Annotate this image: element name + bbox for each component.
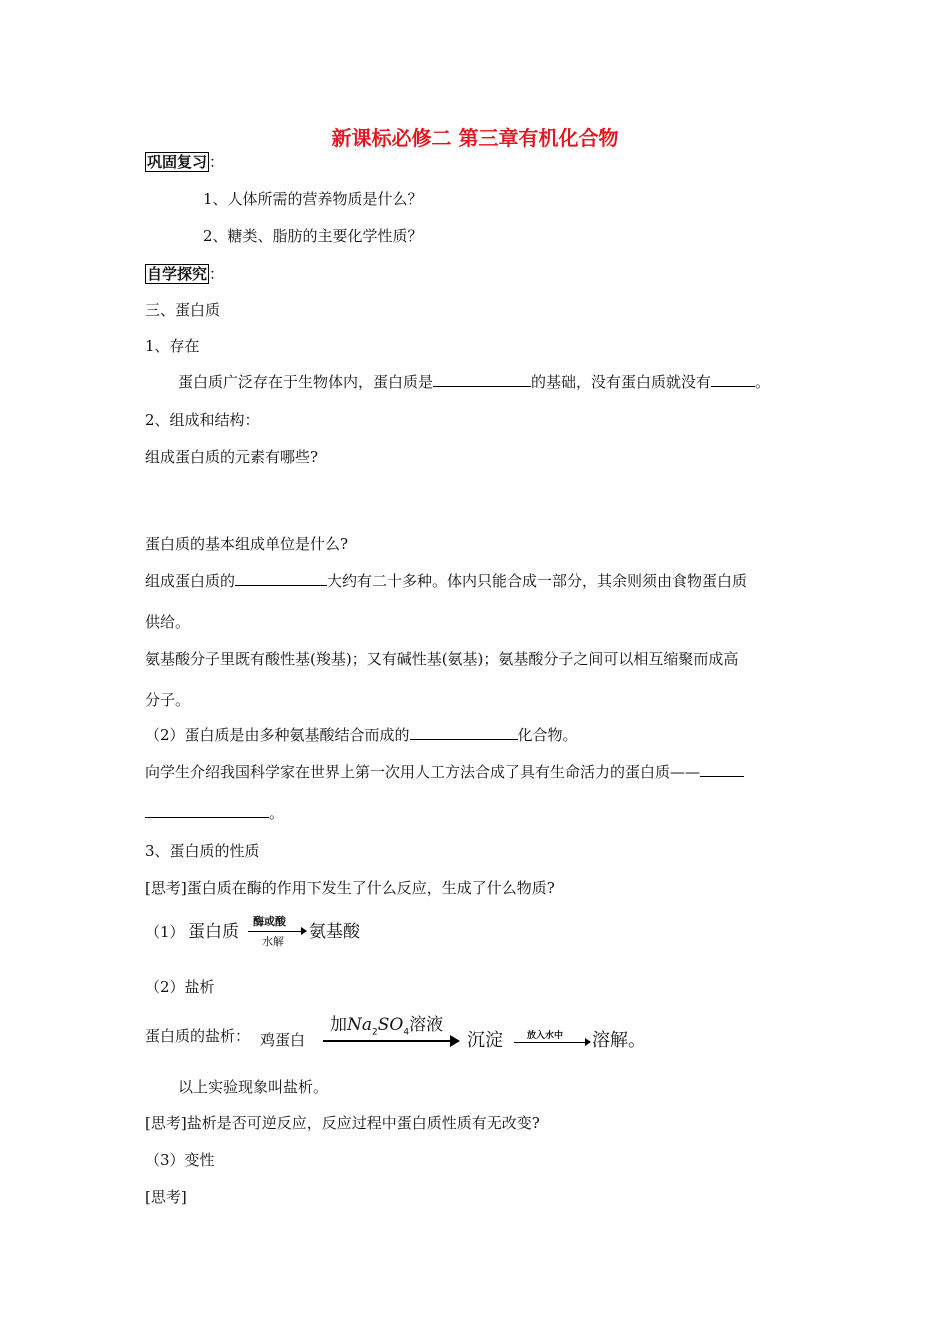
answer-blank[interactable] <box>145 803 269 818</box>
reaction-1-number: （1） <box>145 923 185 941</box>
answer-blank[interactable] <box>410 725 518 740</box>
salting-out-reagent: 加$Na_2SO_4$溶液 <box>330 1015 444 1038</box>
salting-out-dissolve: 溶解。 <box>592 1030 646 1051</box>
reaction-1-condition-above: 酶或酸 <box>253 915 286 928</box>
review-heading-line: 巩固复习 ： <box>147 153 225 171</box>
answer-blank[interactable] <box>235 571 327 586</box>
selfstudy-heading: 自学探究 <box>147 265 208 283</box>
page-title: 新课标必修二 第三章有机化合物 <box>331 126 619 150</box>
answer-blank[interactable] <box>433 372 531 387</box>
exist-paragraph: 蛋白质广泛存在于生物体内，蛋白质是 的基础，没有蛋白质就没有 。 <box>178 373 771 391</box>
review-question-1: 1、人体所需的营养物质是什么？ <box>203 190 423 208</box>
think-question-1: [思考]蛋白质在酶的作用下发生了什么反应，生成了什么物质? <box>145 879 555 897</box>
reaction-1-condition-below: 水解 <box>262 935 284 948</box>
salting-out-label: 蛋白质的盐析： <box>145 1027 251 1045</box>
review-question-2: 2、糖类、脂肪的主要化学性质？ <box>203 227 423 245</box>
subsection-composition: 2、组成和结构： <box>145 411 260 429</box>
amino-acid-molecule-text: 氨基酸分子里既有酸性基(羧基)；又有碱性基(氨基)；氨基酸分子之间可以相互缩聚而成高 <box>145 650 739 668</box>
item-salting-out: （2）盐析 <box>145 978 215 996</box>
answer-blank[interactable] <box>711 372 755 387</box>
item-denaturation: （3）变性 <box>145 1151 215 1169</box>
salting-out-arrow-2 <box>514 1042 588 1043</box>
subsection-properties: 3、蛋白质的性质 <box>145 842 260 860</box>
arrow-head-icon <box>301 927 307 935</box>
selfstudy-heading-line: 自学探究 ： <box>147 265 225 283</box>
salting-out-start: 鸡蛋白 <box>260 1031 306 1049</box>
unit-question: 蛋白质的基本组成单位是什么? <box>145 535 349 553</box>
polymer-paragraph: （2）蛋白质是由多种氨基酸结合而成的 化合物。 <box>145 726 578 744</box>
salting-out-arrow-1 <box>323 1040 453 1042</box>
subsection-exist: 1、存在 <box>145 337 200 355</box>
reaction-1-reactant: 蛋白质 <box>188 922 239 942</box>
salting-out-condition: 放入水中 <box>527 1031 564 1041</box>
amino-acid-molecule-cont: 分子。 <box>145 691 191 709</box>
section-protein: 三、蛋白质 <box>145 301 221 319</box>
arrow-head-icon <box>585 1038 591 1046</box>
think-question-3: [思考] <box>145 1188 187 1206</box>
intro-paragraph: 向学生介绍我国科学家在世界上第一次用人工方法合成了具有生命活力的蛋白质—— <box>145 762 744 782</box>
salting-out-precipitate: 沉淀 <box>467 1030 503 1051</box>
reaction-1-arrow <box>248 931 306 932</box>
think-question-2: [思考]盐析是否可逆反应，反应过程中蛋白质性质有无改变? <box>145 1114 540 1132</box>
salting-out-note: 以上实验现象叫盐析。 <box>178 1078 329 1096</box>
elements-question: 组成蛋白质的元素有哪些? <box>145 448 319 466</box>
amino-paragraph: 组成蛋白质的 大约有二十多种。体内只能合成一部分，其余则须由食物蛋白质 <box>145 572 748 590</box>
review-heading: 巩固复习 <box>147 153 208 171</box>
answer-blank[interactable] <box>700 762 744 777</box>
reaction-1-product: 氨基酸 <box>309 922 360 942</box>
amino-paragraph-cont: 供给。 <box>145 613 191 631</box>
intro-paragraph-cont: 。 <box>145 803 284 823</box>
arrow-head-icon <box>450 1035 460 1047</box>
